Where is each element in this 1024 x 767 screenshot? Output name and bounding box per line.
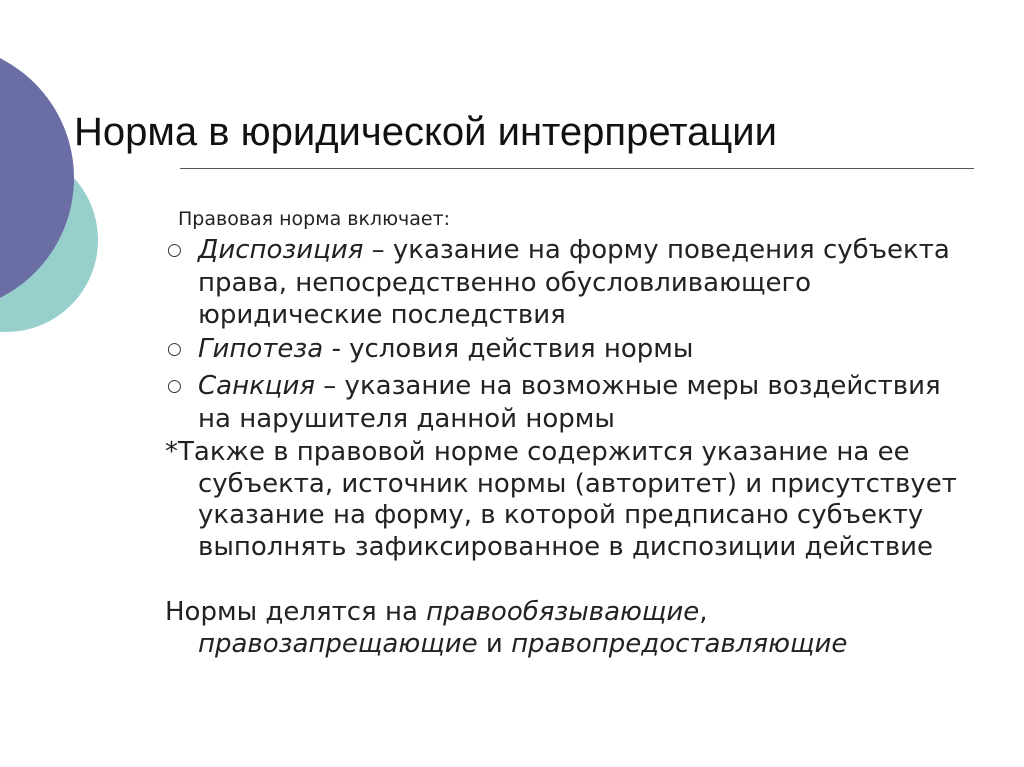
title-divider (180, 168, 974, 169)
desc-sanction: – указание на возможные меры воздействия на нарушителя данной нормы (198, 371, 941, 434)
note-paragraph: *Также в правовой норме содержится указание на ее субъекта, источник нормы (авторитет) и присутствует указание на форму, в которой предписано субъекту выполнять зафиксированное в диспозиции действие (165, 437, 957, 562)
desc-hypothesis: условия действия нормы (340, 334, 694, 364)
list-item-hypothesis (167, 333, 968, 366)
desc-disposition: – указание на форму поведения субъекта права, непосредственно обусловливающего юридические последствия (198, 235, 950, 330)
term-hypothesis: Гипотеза - (198, 334, 341, 364)
slide-title: Норма в юридической интерпретации (74, 110, 777, 154)
list-item-sanction (167, 370, 968, 435)
division-separator: и (477, 628, 512, 659)
bullet-circle-icon: ○ (167, 240, 182, 260)
norm-type-empowering: правопредоставляющие (511, 628, 848, 659)
bullet-circle-icon: ○ (167, 339, 182, 359)
division-separator: , (699, 597, 708, 627)
norm-type-obligating: правообязывающие (426, 597, 700, 627)
list-item-disposition (167, 234, 968, 332)
division-paragraph (165, 597, 978, 660)
division-prefix: Нормы делятся на (165, 597, 427, 627)
norm-type-prohibiting: правозапрещающие (198, 628, 478, 659)
intro-text: Правовая норма включает: (178, 208, 451, 230)
bullet-circle-icon: ○ (167, 376, 182, 396)
decorative-circles (0, 0, 140, 420)
term-sanction: Санкция (198, 371, 316, 401)
term-disposition: Диспозиция (198, 235, 364, 265)
